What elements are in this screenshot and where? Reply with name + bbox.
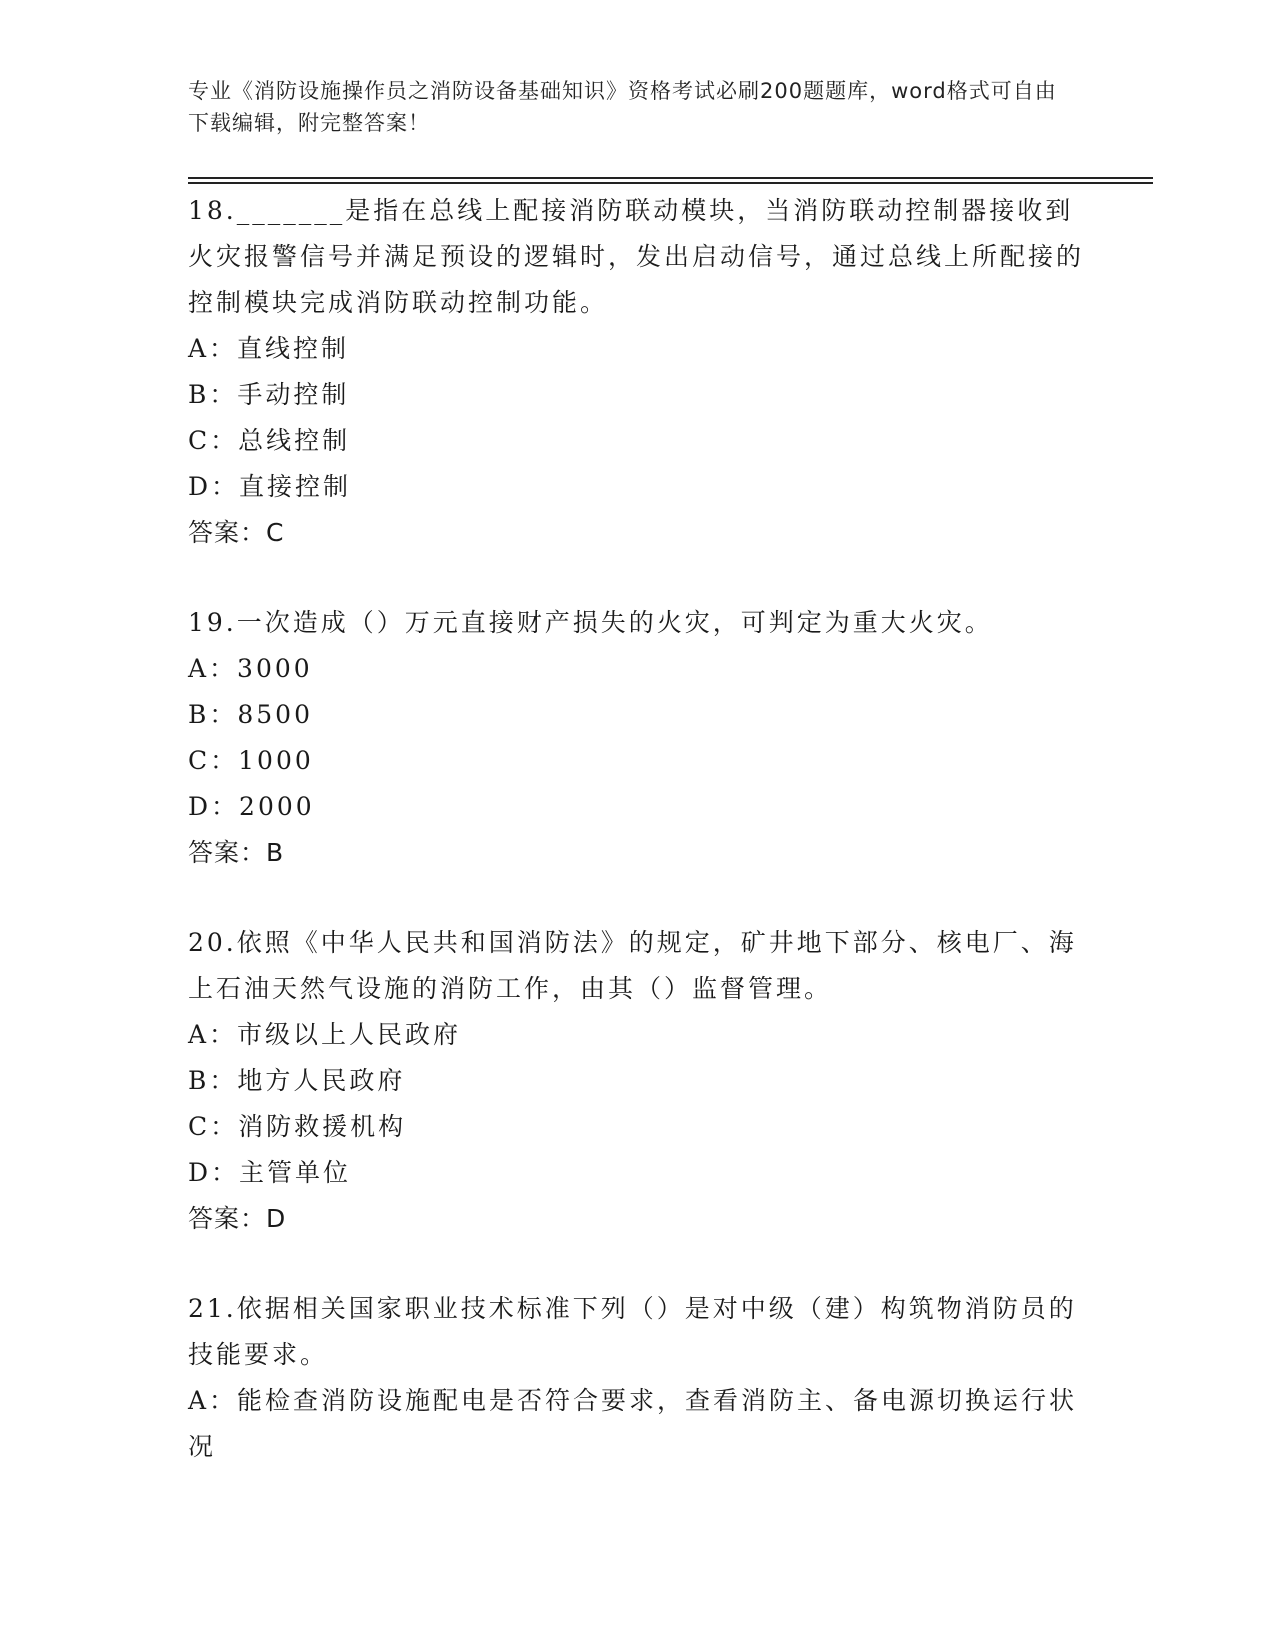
option-c: C：总线控制 <box>188 426 351 455</box>
option-c: C：1000 <box>188 746 314 775</box>
page-header: 专业《消防设施操作员之消防设备基础知识》资格考试必刷200题题库，word格式可自由下载编辑，附完整答案！ <box>188 79 1057 135</box>
option-a: A：市级以上人民政府 <box>188 1020 462 1049</box>
question-stem: 20.依照《中华人民共和国消防法》的规定，矿井地下部分、核电厂、海上石油天然气设施的消防工作，由其（）监督管理。 <box>188 928 1077 1003</box>
option-d: D：主管单位 <box>188 1158 352 1187</box>
question-19 <box>188 600 1088 876</box>
question-stem: 18._______是指在总线上配接消防联动模块，当消防联动控制器接收到火灾报警信号并满足预设的逻辑时，发出启动信号，通过总线上所配接的控制模块完成消防联动控制功能。 <box>188 196 1085 317</box>
header-divider-top <box>188 177 1153 179</box>
option-d: D：2000 <box>188 792 315 821</box>
header-divider-bottom <box>188 182 1153 184</box>
answer-line: 答案：C <box>188 518 285 547</box>
option-b: B：8500 <box>188 700 313 729</box>
option-d: D：直接控制 <box>188 472 352 501</box>
question-21 <box>188 1286 1088 1470</box>
question-stem: 19.一次造成（）万元直接财产损失的火灾，可判定为重大火灾。 <box>188 608 993 637</box>
answer-line: 答案：D <box>188 1204 287 1233</box>
question-stem: 21.依据相关国家职业技术标准下列（）是对中级（建）构筑物消防员的技能要求。 <box>188 1294 1077 1369</box>
question-20 <box>188 920 1088 1242</box>
option-a: A：直线控制 <box>188 334 350 363</box>
option-a: A：能检查消防设施配电是否符合要求，查看消防主、备电源切换运行状况 <box>188 1386 1078 1461</box>
question-list <box>188 188 1088 1514</box>
option-a: A：3000 <box>188 654 313 683</box>
answer-line: 答案：B <box>188 838 285 867</box>
option-b: B：手动控制 <box>188 380 350 409</box>
option-c: C：消防救援机构 <box>188 1112 407 1141</box>
question-18 <box>188 188 1088 556</box>
option-b: B：地方人民政府 <box>188 1066 406 1095</box>
